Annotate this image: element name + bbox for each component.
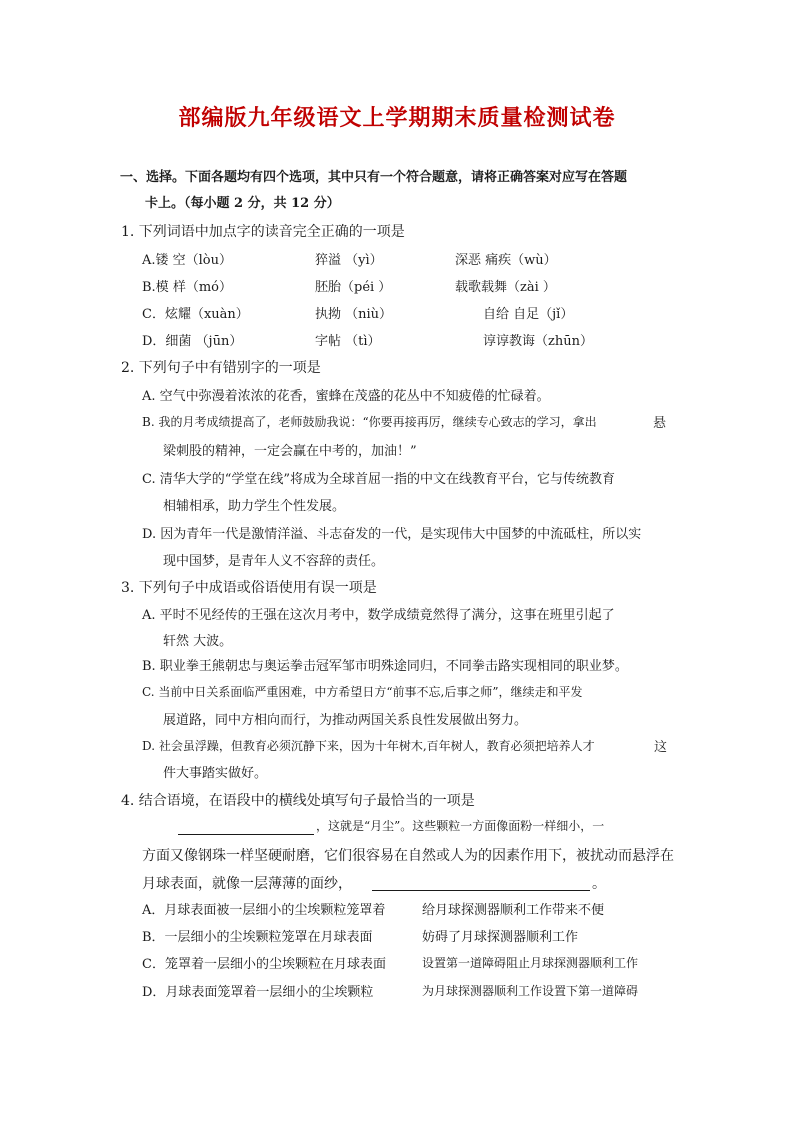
q3-option-d-line1: D. 社会虽浮躁，但教育必须沉静下来，因为十年树木,百年树人，教育必须把培养人才 [142, 739, 595, 753]
q1-option-d-3: 谆谆教诲（zhūn） [483, 334, 593, 349]
q3-option-d-line2: 件大事踏实做好。 [163, 766, 268, 781]
q4-option-a-part2: 给月球探测器顺利工作带来不便 [422, 903, 605, 918]
q1-option-c-2: 执拗 （niù） [315, 307, 393, 322]
q4-passage-line3: 月球表面，就像一层薄薄的面纱， [142, 876, 352, 892]
q4-option-a-part1: A．月球表面被一层细小的尘埃颗粒笼罩着 [142, 903, 386, 918]
q4-option-c-part1: C．笼罩着一层细小的尘埃颗粒在月球表面 [142, 957, 386, 972]
page-title: 部编版九年级语文上学期期末质量检测试卷 [178, 105, 616, 131]
q2-option-a: A. 空气中弥漫着浓浓的花香，蜜蜂在茂盛的花丛中不知疲倦的忙碌着。 [142, 389, 550, 404]
question-4-stem: 4. 结合语境，在语段中的横线处填写句子最恰当的一项是 [121, 793, 475, 809]
answer-blank-1[interactable] [178, 816, 314, 835]
q1-option-b-2: 胚胎（péi ） [315, 280, 392, 295]
q2-option-b-line2: 梁刺股的精神，一定会赢在中考的，加油！” [163, 444, 417, 459]
q2-option-b-line1-end: 悬 [653, 416, 667, 431]
q1-option-d-2: 字帖 （tì） [315, 334, 381, 349]
q4-option-b-part1: B．一层细小的尘埃颗粒笼罩在月球表面 [142, 930, 373, 945]
q4-option-b-part2: 妨碍了月球探测器顺利工作 [422, 930, 579, 945]
q1-option-a-1: A.镂 空（lòu） [142, 253, 233, 268]
question-1-stem: 1. 下列词语中加点字的读音完全正确的一项是 [121, 224, 405, 240]
q4-option-d-part1: D．月球表面笼罩着一层细小的尘埃颗粒 [142, 985, 374, 1000]
q4-passage-line3-end: 。 [592, 876, 606, 892]
q1-option-b-3: 载歌载舞（zài ） [455, 280, 556, 295]
answer-blank-2[interactable] [372, 872, 590, 891]
section-instructions-line1: 一、选择。下面各题均有四个选项，其中只有一个符合题意，请将正确答案对应写在答题 [120, 170, 628, 185]
q1-option-c-1: C．炫耀（xuàn） [142, 307, 249, 322]
q2-option-d-line2: 现中国梦，是青年人义不容辞的责任。 [163, 554, 385, 569]
q1-option-a-3: 深恶 痛疾（wù） [455, 253, 557, 268]
q4-option-d-part2: 为月球探测器顺利工作设置下第一道障碍 [422, 984, 639, 998]
q3-option-d-line1-end: 这 [654, 740, 668, 755]
section-instructions-line2: 卡上。（每小题 2 分，共 12 分） [145, 196, 340, 211]
question-3-stem: 3. 下列句子中成语或俗语使用有误一项是 [121, 580, 377, 596]
q2-option-c-line2: 相辅相承，助力学生个性发展。 [163, 499, 346, 514]
q3-option-a-line2: 轩然 大波。 [163, 634, 233, 649]
q1-option-a-2: 猝溢 （yì） [315, 253, 383, 268]
q1-option-d-1: D．细菌 （jūn） [142, 334, 243, 349]
q4-passage-line1: ，这就是“月尘”。这些颗粒一方面像面粉一样细小，一 [316, 819, 605, 833]
q2-option-c-line1: C. 清华大学的“学堂在线”将成为全球首屈一指的中文在线教育平台，它与传统教育 [142, 472, 616, 487]
q3-option-b: B. 职业拳王熊朝忠与奥运拳击冠军邹市明殊途同归，不同拳击路实现相同的职业梦。 [142, 659, 628, 674]
q4-passage-line2: 方面又像钢珠一样坚硬耐磨，它们很容易在自然或人为的因素作用下，被扰动而悬浮在 [142, 848, 674, 864]
question-2-stem: 2. 下列句子中有错别字的一项是 [121, 360, 321, 376]
q1-option-b-1: B.模 样（mó） [142, 280, 232, 295]
q3-option-a-line1: A. 平时不见经传的王强在这次月考中，数学成绩竟然得了满分，这事在班里引起了 [142, 608, 615, 623]
q2-option-b-line1: B. 我的月考成绩提高了，老师鼓励我说：“你要再接再厉，继续专心致志的学习，拿出 [142, 415, 597, 429]
q3-option-c-line1: C. 当前中日关系面临严重困难，中方希望日方“前事不忘,后事之师”，继续走和平发 [142, 685, 583, 699]
q1-option-c-3: 自给 自足（jǐ） [483, 307, 574, 322]
q3-option-c-line2: 展道路，同中方相向而行，为推动两国关系良性发展做出努力。 [163, 713, 528, 728]
q2-option-d-line1: D. 因为青年一代是激情洋溢、斗志奋发的一代，是实现伟大中国梦的中流砥柱，所以实 [142, 527, 642, 542]
q4-option-c-part2: 设置第一道障碍阻止月球探测器顺利工作 [422, 956, 639, 970]
